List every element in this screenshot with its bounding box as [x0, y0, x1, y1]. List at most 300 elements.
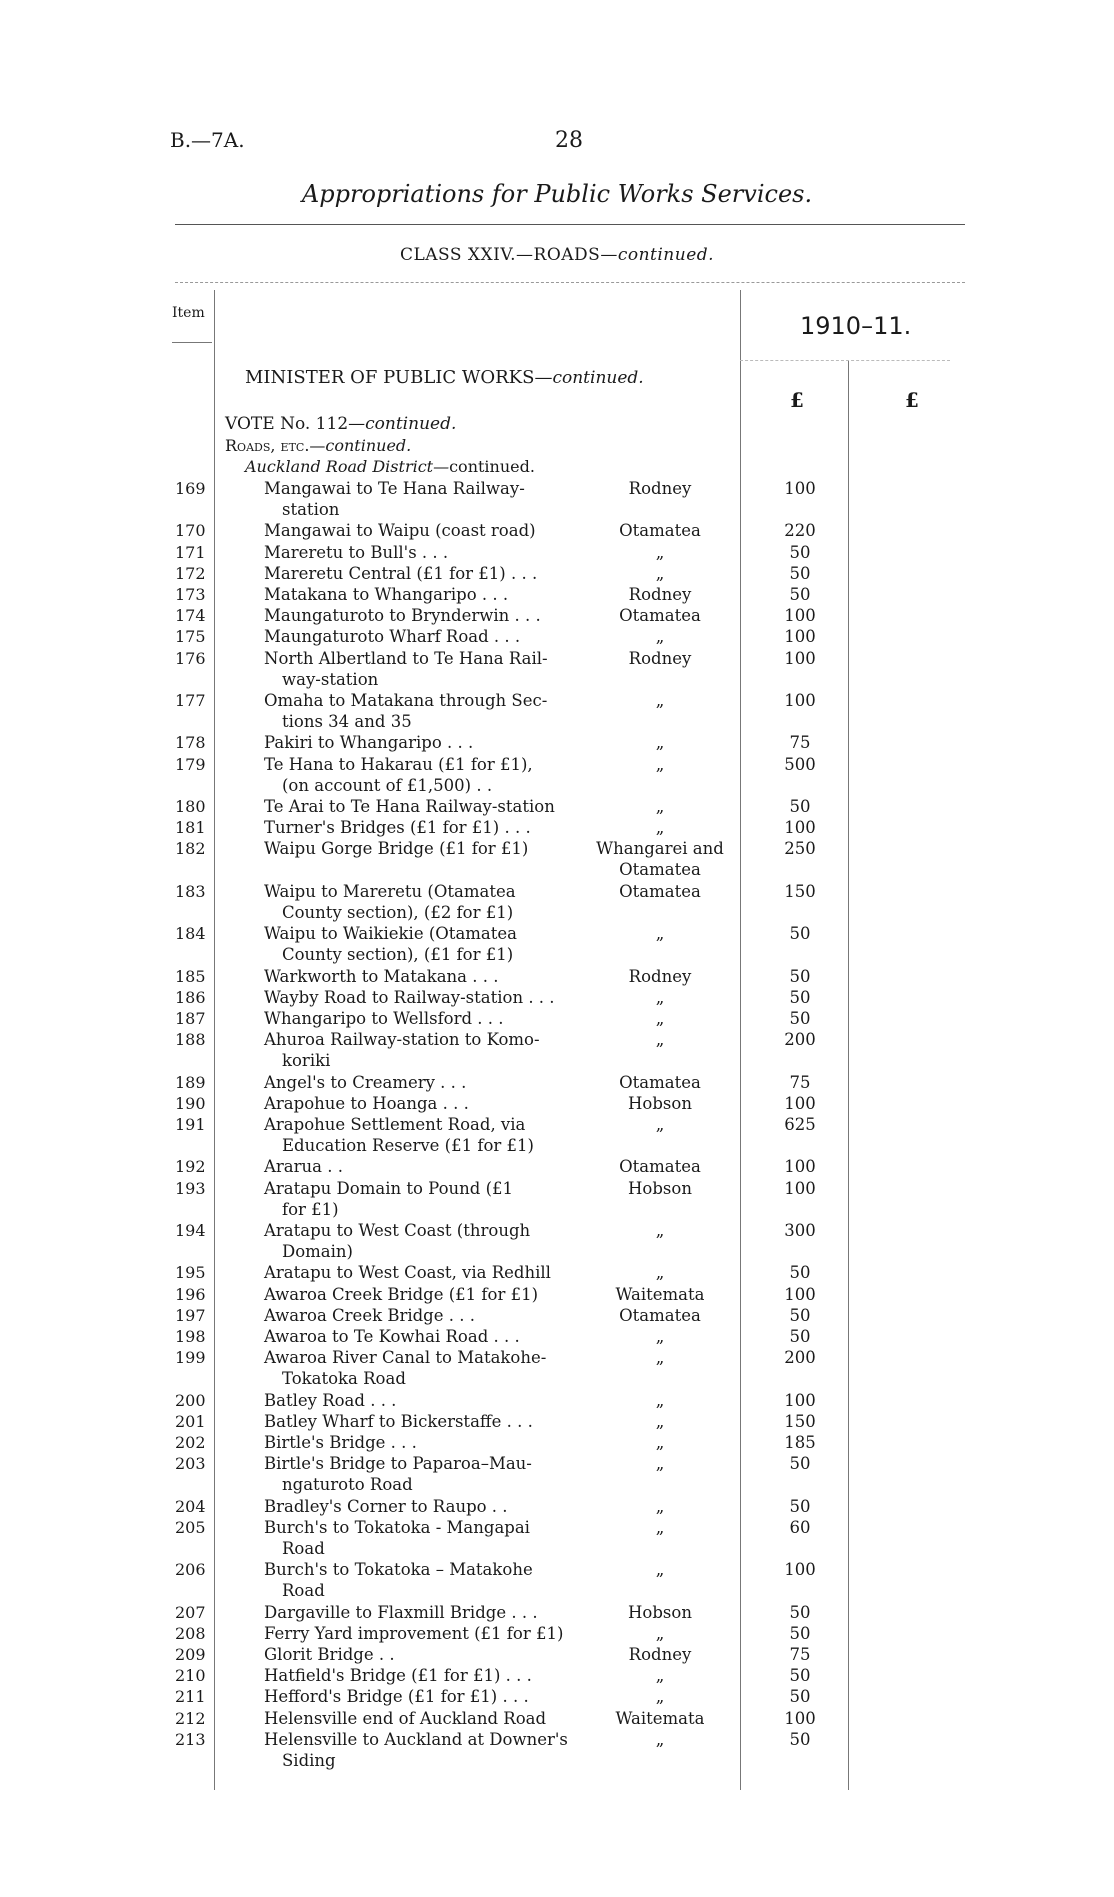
electoral-district — [580, 1029, 740, 1050]
appropriation-amount: 50 — [789, 585, 811, 604]
electoral-district-line-1: „ — [655, 542, 665, 562]
road-description — [264, 1517, 594, 1559]
road-description-line-1: Aratapu to West Coast, via Redhill — [264, 1263, 551, 1283]
road-description — [264, 838, 594, 859]
electoral-district-line-1: „ — [655, 1327, 665, 1346]
electoral-district — [580, 1432, 740, 1453]
item-number: 173 — [175, 585, 206, 604]
district-heading-continued: continued. — [449, 457, 535, 476]
electoral-district — [580, 1644, 740, 1665]
item-number: 208 — [175, 1623, 206, 1643]
road-description — [264, 1029, 594, 1071]
road-description — [264, 1114, 594, 1156]
class-heading — [0, 245, 1114, 265]
appropriation-amount: 50 — [789, 1305, 811, 1325]
appropriation-amount: 50 — [789, 1623, 811, 1643]
road-description — [264, 690, 594, 732]
electoral-district-line-1: Whangarei and — [596, 839, 724, 859]
appropriation-amount: 50 — [789, 966, 811, 986]
item-number: 174 — [175, 606, 206, 626]
road-description-line-1: Helensville to Auckland at Downer's — [264, 1729, 568, 1749]
electoral-district-line-1: „ — [655, 1623, 665, 1643]
road-description-line-1: Arapohue Settlement Road, via — [264, 1115, 526, 1134]
minister-heading — [245, 367, 644, 388]
road-description-line-2: ngaturoto Road — [282, 1475, 413, 1495]
road-description-line-1: Awaroa Creek Bridge . . . — [264, 1305, 475, 1325]
electoral-district — [580, 626, 740, 647]
electoral-district — [580, 1729, 740, 1750]
appropriation-amount: 50 — [789, 797, 811, 816]
electoral-district — [580, 1453, 740, 1474]
electoral-district — [580, 1178, 740, 1199]
road-description-line-2: Tokatoka Road — [282, 1369, 406, 1389]
item-number: 175 — [175, 627, 206, 647]
item-number: 213 — [175, 1729, 206, 1749]
road-description-line-2: (on account of £1,500) . . — [282, 775, 493, 795]
electoral-district-line-1: Rodney — [628, 585, 692, 604]
item-number: 204 — [175, 1496, 206, 1516]
road-description — [264, 1665, 594, 1686]
road-description-line-1: Maungaturoto Wharf Road . . . — [264, 627, 521, 647]
electoral-district — [580, 1559, 740, 1580]
road-description — [264, 754, 594, 796]
road-description — [264, 1220, 594, 1262]
item-number: 192 — [175, 1157, 206, 1177]
electoral-district-line-1: „ — [655, 1517, 665, 1537]
electoral-district-line-1: Waitemata — [615, 1284, 705, 1304]
electoral-district-line-1: „ — [655, 1496, 665, 1516]
year-header-underline — [740, 360, 950, 361]
electoral-district — [580, 1156, 740, 1177]
electoral-district-line-1: „ — [655, 1729, 665, 1749]
appropriation-amount: 200 — [784, 1348, 816, 1368]
class-heading-text: CLASS XXIV.—ROADS— — [399, 245, 618, 265]
road-description-line-1: Pakiri to Whangaripo . . . — [264, 733, 474, 753]
item-number: 196 — [175, 1284, 206, 1304]
item-number: 201 — [175, 1411, 206, 1431]
electoral-district-line-1: „ — [655, 1390, 665, 1410]
item-number: 177 — [175, 691, 206, 710]
appropriation-amount: 100 — [784, 1708, 816, 1728]
item-number: 210 — [175, 1666, 206, 1686]
road-description-line-2: County section), (£1 for £1) — [282, 945, 514, 965]
road-description — [264, 1496, 594, 1517]
appropriation-amount: 50 — [789, 987, 811, 1007]
electoral-district — [580, 1262, 740, 1283]
item-number: 184 — [175, 924, 206, 944]
road-description — [264, 1623, 594, 1644]
year-column-header: 1910–11. — [800, 312, 912, 340]
road-description-line-1: Aratapu Domain to Pound (£1 — [264, 1178, 514, 1198]
item-number: 169 — [175, 479, 206, 498]
appropriation-amount: 50 — [789, 1687, 811, 1707]
pound-column-header-2: £ — [905, 388, 919, 412]
road-description — [264, 1072, 594, 1093]
appropriation-amount: 220 — [784, 521, 816, 541]
district-heading — [245, 457, 535, 476]
item-number: 176 — [175, 648, 206, 668]
electoral-district — [580, 478, 740, 499]
road-description — [264, 563, 594, 584]
road-description-line-2: tions 34 and 35 — [282, 712, 412, 731]
electoral-district — [580, 1008, 740, 1029]
item-header-underline — [172, 342, 212, 343]
item-number: 202 — [175, 1433, 206, 1452]
appropriation-amount: 500 — [784, 754, 816, 774]
road-description-line-1: Te Hana to Hakarau (£1 for £1), — [264, 754, 533, 774]
item-number: 178 — [175, 733, 206, 753]
road-description-line-1: Dargaville to Flaxmill Bridge . . . — [264, 1602, 538, 1622]
road-description — [264, 1602, 594, 1623]
road-description-line-2: Road — [282, 1538, 325, 1558]
table-top-rule — [175, 282, 965, 283]
electoral-district — [580, 987, 740, 1008]
road-description-line-1: Aratapu to West Coast (through — [264, 1221, 531, 1240]
electoral-district-line-1: Otamatea — [619, 1157, 701, 1177]
electoral-district-line-1: „ — [655, 627, 665, 647]
appropriation-amount: 625 — [784, 1115, 816, 1134]
electoral-district-line-1: „ — [655, 754, 665, 774]
electoral-district-line-1: „ — [655, 987, 665, 1007]
appropriation-amount: 250 — [784, 839, 816, 859]
road-description — [264, 1686, 594, 1707]
road-description-line-1: Ahuroa Railway-station to Komo- — [264, 1030, 540, 1050]
road-description-line-1: Arapohue to Hoanga . . . — [264, 1093, 469, 1113]
road-description-line-1: Turner's Bridges (£1 for £1) . . . — [264, 818, 531, 838]
electoral-district — [580, 1708, 740, 1729]
electoral-district — [580, 796, 740, 817]
appropriation-amount: 185 — [784, 1433, 816, 1452]
item-number: 207 — [175, 1602, 206, 1622]
item-number: 206 — [175, 1560, 206, 1580]
roads-heading-text: Roads, etc.— — [225, 436, 326, 455]
electoral-district-line-1: Otamatea — [619, 606, 701, 626]
appropriation-amount: 300 — [784, 1221, 816, 1240]
electoral-district — [580, 584, 740, 605]
electoral-district — [580, 1347, 740, 1368]
road-description-line-2: Road — [282, 1581, 325, 1601]
road-description — [264, 584, 594, 605]
road-description-line-1: Burch's to Tokatoka - Mangapai — [264, 1517, 530, 1537]
road-description — [264, 881, 594, 923]
road-description — [264, 1411, 594, 1432]
appropriation-amount: 100 — [784, 1157, 816, 1177]
road-description-line-2: way-station — [282, 669, 379, 689]
appropriation-amount: 75 — [789, 1645, 811, 1664]
electoral-district-line-1: „ — [655, 1009, 665, 1028]
road-description — [264, 796, 594, 817]
item-number: 199 — [175, 1348, 206, 1368]
road-description — [264, 605, 594, 626]
electoral-district — [580, 542, 740, 563]
appropriation-amount: 100 — [784, 648, 816, 668]
pound-column-header-1: £ — [790, 388, 804, 412]
item-number: 171 — [175, 542, 206, 562]
electoral-district-line-1: Otamatea — [619, 1072, 701, 1092]
electoral-district — [580, 1390, 740, 1411]
appropriation-amount: 150 — [784, 881, 816, 901]
road-description — [264, 1347, 594, 1389]
electoral-district-line-1: „ — [655, 1263, 665, 1283]
appropriation-amount: 200 — [784, 1030, 816, 1050]
appropriation-amount: 100 — [784, 1284, 816, 1304]
electoral-district — [580, 1411, 740, 1432]
electoral-district — [580, 1496, 740, 1517]
road-description-line-1: Birtle's Bridge . . . — [264, 1433, 417, 1452]
electoral-district-line-1: Rodney — [628, 648, 692, 668]
electoral-district-line-2: Otamatea — [619, 860, 701, 880]
appropriation-amount: 50 — [789, 1729, 811, 1749]
electoral-district — [580, 1305, 740, 1326]
road-description-line-1: Maungaturoto to Brynderwin . . . — [264, 606, 541, 626]
item-number: 194 — [175, 1221, 206, 1240]
road-description-line-1: Mareretu to Bull's . . . — [264, 542, 449, 562]
electoral-district-line-1: „ — [655, 1666, 665, 1686]
electoral-district — [580, 1602, 740, 1623]
electoral-district-line-1: „ — [655, 733, 665, 753]
electoral-district-line-1: „ — [655, 1687, 665, 1707]
road-description — [264, 817, 594, 838]
electoral-district — [580, 563, 740, 584]
minister-heading-continued: continued. — [552, 368, 644, 388]
electoral-district-line-1: „ — [655, 1115, 665, 1134]
item-number: 205 — [175, 1517, 206, 1537]
road-description-line-1: Te Arai to Te Hana Railway-station — [264, 797, 555, 816]
electoral-district — [580, 1665, 740, 1686]
appropriation-amount: 75 — [789, 1072, 811, 1092]
vote-heading-continued: continued. — [365, 414, 457, 434]
electoral-district-line-1: „ — [655, 563, 665, 583]
road-description — [264, 987, 594, 1008]
electoral-district-line-1: Otamatea — [619, 521, 701, 541]
electoral-district-line-1: Hobson — [628, 1602, 692, 1622]
appropriation-amount: 50 — [789, 1666, 811, 1686]
road-description — [264, 1178, 594, 1220]
appropriation-amount: 100 — [784, 1178, 816, 1198]
electoral-district — [580, 817, 740, 838]
electoral-district — [580, 881, 740, 902]
item-number: 172 — [175, 563, 206, 583]
title-rule — [175, 224, 965, 225]
road-description-line-1: North Albertland to Te Hana Rail- — [264, 648, 548, 668]
appropriation-amount: 100 — [784, 1093, 816, 1113]
item-number: 191 — [175, 1115, 206, 1134]
electoral-district-line-1: „ — [655, 924, 665, 944]
road-description — [264, 520, 594, 541]
road-description — [264, 1008, 594, 1029]
road-description-line-1: Helensville end of Auckland Road — [264, 1708, 547, 1728]
road-description-line-2: for £1) — [282, 1199, 339, 1219]
electoral-district — [580, 838, 740, 880]
road-description — [264, 1708, 594, 1729]
road-description-line-1: Awaroa to Te Kowhai Road . . . — [264, 1327, 520, 1346]
road-description-line-1: Ferry Yard improvement (£1 for £1) — [264, 1623, 564, 1643]
roads-heading — [225, 436, 411, 455]
electoral-district-line-1: „ — [655, 1348, 665, 1368]
appropriation-amount: 100 — [784, 627, 816, 647]
road-description-line-1: Batley Wharf to Bickerstaffe . . . — [264, 1411, 533, 1431]
electoral-district — [580, 520, 740, 541]
road-description-line-2: station — [282, 500, 340, 519]
appropriation-amount: 60 — [789, 1517, 811, 1537]
electoral-district-line-1: Waitemata — [615, 1708, 705, 1728]
appropriation-amount: 50 — [789, 1327, 811, 1346]
road-description-line-2: Education Reserve (£1 for £1) — [282, 1136, 534, 1155]
appropriation-amount: 150 — [784, 1411, 816, 1431]
road-description-line-1: Mareretu Central (£1 for £1) . . . — [264, 563, 538, 583]
appropriation-amount: 50 — [789, 924, 811, 944]
item-number: 185 — [175, 966, 206, 986]
road-description-line-1: Batley Road . . . — [264, 1390, 397, 1410]
electoral-district — [580, 648, 740, 669]
district-heading-text: Auckland Road District— — [245, 457, 450, 476]
item-number: 190 — [175, 1093, 206, 1113]
item-number: 195 — [175, 1263, 206, 1283]
road-description-line-1: Mangawai to Waipu (coast road) — [264, 521, 536, 541]
road-description — [264, 1453, 594, 1495]
electoral-district-line-1: Hobson — [628, 1093, 692, 1113]
electoral-district — [580, 1093, 740, 1114]
road-description — [264, 966, 594, 987]
appropriation-amount: 100 — [784, 606, 816, 626]
appropriation-amount: 50 — [789, 1454, 811, 1474]
electoral-district-line-1: Otamatea — [619, 881, 701, 901]
road-description-line-1: Birtle's Bridge to Paparoa–Mau- — [264, 1454, 532, 1474]
item-number: 211 — [175, 1687, 206, 1707]
electoral-district — [580, 1686, 740, 1707]
item-number: 183 — [175, 881, 206, 901]
road-description — [264, 1432, 594, 1453]
electoral-district — [580, 1326, 740, 1347]
electoral-district — [580, 1623, 740, 1644]
electoral-district-line-1: „ — [655, 797, 665, 816]
appropriation-amount: 50 — [789, 1263, 811, 1283]
electoral-district — [580, 732, 740, 753]
road-description — [264, 542, 594, 563]
electoral-district-line-1: „ — [655, 1560, 665, 1580]
electoral-district — [580, 923, 740, 944]
road-description — [264, 1305, 594, 1326]
item-number: 187 — [175, 1009, 206, 1028]
electoral-district-line-1: „ — [655, 1221, 665, 1240]
road-description-line-2: County section), (£2 for £1) — [282, 902, 514, 922]
item-column-header: Item — [172, 305, 205, 321]
road-description — [264, 1093, 594, 1114]
electoral-district-line-1: „ — [655, 1454, 665, 1474]
road-description-line-1: Waipu to Waikiekie (Otamatea — [264, 924, 517, 944]
electoral-district-line-1: Rodney — [628, 966, 692, 986]
electoral-district-line-1: Rodney — [628, 1645, 692, 1664]
electoral-district — [580, 1284, 740, 1305]
electoral-district-line-1: Hobson — [628, 1178, 692, 1198]
item-number: 200 — [175, 1390, 206, 1410]
road-description — [264, 1326, 594, 1347]
item-number: 170 — [175, 521, 206, 541]
road-description — [264, 923, 594, 965]
item-number: 186 — [175, 987, 206, 1007]
electoral-district-line-1: „ — [655, 1411, 665, 1431]
road-description-line-1: Warkworth to Matakana . . . — [264, 966, 499, 986]
road-description — [264, 1729, 594, 1771]
appropriation-amount: 50 — [789, 1496, 811, 1516]
road-description — [264, 648, 594, 690]
road-description-line-1: Wayby Road to Railway-station . . . — [264, 987, 555, 1007]
page-title: Appropriations for Public Works Services. — [301, 180, 813, 208]
road-description-line-1: Awaroa Creek Bridge (£1 for £1) — [264, 1284, 539, 1304]
electoral-district — [580, 605, 740, 626]
road-description — [264, 626, 594, 647]
total-column-divider — [848, 360, 849, 1790]
electoral-district-line-1: Otamatea — [619, 1305, 701, 1325]
appropriation-amount: 50 — [789, 563, 811, 583]
item-number: 203 — [175, 1454, 206, 1474]
road-description-line-1: Waipu Gorge Bridge (£1 for £1) — [264, 839, 529, 859]
road-description-line-1: Mangawai to Te Hana Railway- — [264, 479, 525, 498]
appropriation-amount: 50 — [789, 1009, 811, 1028]
road-description-line-2: Domain) — [282, 1242, 353, 1261]
item-number: 209 — [175, 1645, 206, 1664]
item-number: 182 — [175, 839, 206, 859]
road-description-line-2: Siding — [282, 1750, 336, 1770]
road-description — [264, 1644, 594, 1665]
road-description — [264, 478, 594, 520]
appropriation-amount: 100 — [784, 1390, 816, 1410]
road-description — [264, 1262, 594, 1283]
road-description-line-1: Glorit Bridge . . — [264, 1645, 395, 1664]
road-description-line-1: Ararua . . — [264, 1157, 343, 1177]
amount-column-divider — [740, 290, 741, 1790]
appropriation-amount: 50 — [789, 1602, 811, 1622]
minister-heading-text: MINISTER OF PUBLIC WORKS— — [245, 367, 553, 388]
road-description-line-1: Omaha to Matakana through Sec- — [264, 691, 548, 710]
electoral-district-line-1: „ — [655, 1433, 665, 1452]
vote-heading-text: VOTE No. 112— — [225, 414, 366, 434]
electoral-district-line-1: „ — [655, 1030, 665, 1050]
road-description — [264, 732, 594, 753]
road-description — [264, 1559, 594, 1601]
road-description-line-1: Matakana to Whangaripo . . . — [264, 585, 509, 604]
class-heading-continued: continued. — [617, 245, 715, 265]
electoral-district-line-1: „ — [655, 691, 665, 710]
road-description-line-1: Waipu to Mareretu (Otamatea — [264, 881, 516, 901]
item-number: 193 — [175, 1178, 206, 1198]
page-number: 28 — [555, 128, 583, 153]
road-description-line-1: Hatfield's Bridge (£1 for £1) . . . — [264, 1666, 532, 1686]
electoral-district-line-1: „ — [655, 818, 665, 838]
road-description — [264, 1390, 594, 1411]
road-description — [264, 1284, 594, 1305]
road-description — [264, 1156, 594, 1177]
appropriation-amount: 100 — [784, 1560, 816, 1580]
road-description-line-2: koriki — [282, 1051, 331, 1071]
electoral-district-line-1: Rodney — [628, 479, 692, 498]
electoral-district — [580, 754, 740, 775]
document-reference: B.—7A. — [170, 128, 245, 152]
item-number: 179 — [175, 754, 206, 774]
road-description-line-1: Angel's to Creamery . . . — [264, 1072, 467, 1092]
appropriation-amount: 100 — [784, 818, 816, 838]
electoral-district — [580, 966, 740, 987]
appropriation-amount: 75 — [789, 733, 811, 753]
road-description-line-1: Awaroa River Canal to Matakohe- — [264, 1348, 547, 1368]
item-number: 180 — [175, 797, 206, 816]
item-number: 197 — [175, 1305, 206, 1325]
roads-heading-continued: continued. — [325, 436, 412, 455]
road-description-line-1: Whangaripo to Wellsford . . . — [264, 1009, 504, 1028]
appropriation-amount: 100 — [784, 479, 816, 498]
electoral-district — [580, 1220, 740, 1241]
electoral-district — [580, 1114, 740, 1135]
